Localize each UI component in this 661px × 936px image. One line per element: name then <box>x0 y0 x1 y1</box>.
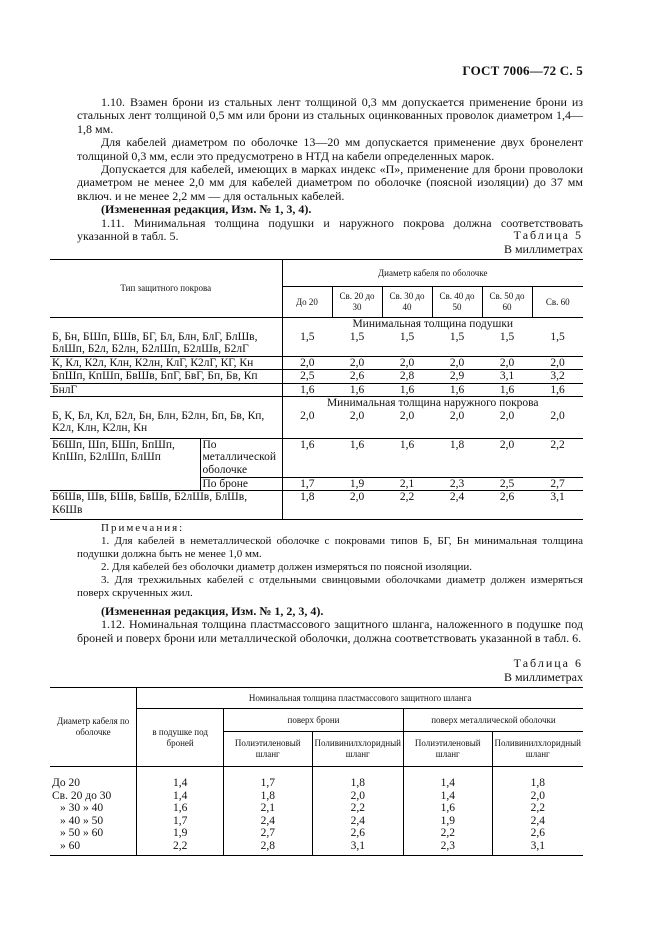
edit-note: (Измененная редакция, Изм. № 1, 2, 3, 4). <box>101 604 324 618</box>
t6-head-pvc: Поливинилхлоридный шланг <box>312 732 403 767</box>
t5-cell: 2,0 <box>349 356 365 369</box>
t6-cell: 1,7 <box>224 767 313 790</box>
paragraph: 1.11. Минимальная толщина подушки и наружного покрова должна соответствовать указанной в табл. 5. <box>77 215 583 244</box>
t6-cell: 2,0 <box>492 790 583 803</box>
t5-cell: 1,8 <box>282 491 332 520</box>
t5-section2: Минимальная толщина наружного покрова <box>282 397 583 410</box>
t6-row-diam: » 60 <box>60 839 81 852</box>
t6-cell: 2,4 <box>312 815 403 828</box>
t6-head-metal: поверх металлической оболочки <box>403 709 583 732</box>
table5-caption <box>77 228 583 256</box>
t6-row-diam: » 50 » 60 <box>60 827 104 839</box>
t5-cell: 2,0 <box>449 409 465 422</box>
table6-title: Таблица 6 <box>513 656 583 670</box>
t5-cell: 2,5 <box>282 370 332 384</box>
t5-cell: 2,6 <box>499 491 515 503</box>
note-item: 1. Для кабелей в неметаллической оболочке с покровами типов Б, БГ, Бн минимальная толщина подушки должна быть не менее 1,0 мм. <box>77 535 583 560</box>
page-header: ГОСТ 7006—72 С. 5 <box>462 63 583 78</box>
table5-title: Таблица 5 <box>513 228 583 242</box>
t6-cell: 1,4 <box>403 790 492 803</box>
t5-cell: 2,1 <box>399 477 415 490</box>
t6-cell: 2,0 <box>312 790 403 803</box>
t5-cell: 1,7 <box>282 477 332 491</box>
t5-cell: 1,5 <box>399 330 415 343</box>
t6-cell: 2,1 <box>224 802 313 815</box>
t5-cell: 2,9 <box>449 370 465 382</box>
t6-row-diam: » 40 » 50 <box>60 814 104 827</box>
t5-cell: 1,6 <box>550 383 565 396</box>
t6-cell: 2,2 <box>137 840 224 856</box>
paragraph: Для кабелей диаметром по оболочке 13—20 мм допускается применение двух бронелент толщиной 0,3 мм, если это предусмотрено в НТД на кабели определенных марок. <box>77 135 583 163</box>
t6-head-armor: поверх брони <box>224 709 404 732</box>
t5-cell: 1,6 <box>282 438 332 477</box>
t6-cell: 2,2 <box>492 802 583 815</box>
table5 <box>50 259 583 520</box>
t6-cell: 1,8 <box>224 790 313 803</box>
t6-cell: 1,6 <box>137 802 224 815</box>
t5-cell: 2,0 <box>449 356 465 369</box>
t5-subrow-name: По броне <box>200 477 282 491</box>
t5-cell: 2,0 <box>282 410 332 439</box>
t5-col: Св. 40 до 50 <box>432 287 482 318</box>
t5-head-diam: Диаметр кабеля по оболочке <box>282 260 583 287</box>
t6-cell: 3,1 <box>312 840 403 856</box>
paragraph: 1.10. Взамен брони из стальных лент толщиной 0,3 мм допускается применение брони из стальных лент толщиной 0,5 мм или брони из стальных оцинкованных проволок диаметром 1,4—1,8 мм. <box>77 95 583 136</box>
t6-cell: 1,7 <box>137 815 224 828</box>
t5-cell: 1,5 <box>349 330 365 343</box>
t6-cell: 2,4 <box>224 815 313 828</box>
t5-cell: 1,5 <box>550 330 565 343</box>
t5-cell: 1,6 <box>399 383 415 396</box>
t5-col: До 20 <box>282 287 332 318</box>
t5-cell: 2,0 <box>349 409 365 422</box>
t5-cell: 3,1 <box>499 370 515 382</box>
t5-row-name: Б, К, Бл, Кл, Б2л, Бн, Блн, Б2лн, Бп, Бв, Кп, К2л, Клн, К2лн, Кн <box>52 409 265 434</box>
t5-cell: 2,0 <box>499 409 515 422</box>
t5-col: Св. 20 до 30 <box>332 287 382 318</box>
t6-cell: 3,1 <box>492 840 583 856</box>
paragraph: Допускается для кабелей, имеющих в марках индекс «П», применение для брони проволоки диаметром не менее 2,0 мм для кабелей диаметром по оболочке (поясной изоляции) до 37 мм включ. и не менее 2,2 мм — для остальных кабелей. <box>77 162 583 203</box>
t6-row-diam: До 20 <box>52 777 80 789</box>
t5-row-name: К, Кл, К2л, Клн, К2лн, КлГ, К2лГ, КГ, Кн <box>52 356 254 369</box>
t5-cell: 1,6 <box>349 383 365 396</box>
t5-cell: 1,6 <box>349 438 365 451</box>
t6-cell: 2,2 <box>403 827 492 840</box>
t5-cell: 1,9 <box>349 477 365 490</box>
t5-cell: 2,0 <box>349 491 365 503</box>
t6-cell: 1,9 <box>137 827 224 840</box>
t5-cell: 1,6 <box>282 383 332 397</box>
table6-caption <box>77 656 583 684</box>
t5-cell: 3,1 <box>550 491 565 503</box>
t5-cell: 2,0 <box>550 409 565 422</box>
section-1-10 <box>77 96 583 243</box>
table5-units: В миллиметрах <box>503 242 583 256</box>
t5-cell: 1,6 <box>399 438 415 451</box>
t5-col: Св. 60 <box>532 287 583 318</box>
notes-title: Примечания: <box>101 522 185 534</box>
t5-col: Св. 50 до 60 <box>482 287 532 318</box>
t5-cell: 2,4 <box>449 491 465 503</box>
t6-cell: 2,4 <box>492 815 583 828</box>
t5-cell: 2,6 <box>349 370 365 382</box>
note-item: 2. Для кабелей без оболочки диаметр должен измеряться по поясной изоляции. <box>101 561 473 573</box>
t6-row-diam: » 30 » 40 <box>60 802 104 814</box>
edit-note: (Измененная редакция, Изм. № 1, 3, 4). <box>101 202 312 217</box>
t5-cell: 1,6 <box>449 383 465 396</box>
t6-cell: 1,4 <box>137 767 224 790</box>
t5-cell: 2,7 <box>550 477 565 490</box>
t6-head-pe: Полиэтиленовый шланг <box>403 732 492 767</box>
t5-cell: 2,0 <box>399 409 415 422</box>
t6-cell: 2,7 <box>224 827 313 840</box>
t5-row-name: Б, Бн, БШп, БШв, БГ, Бл, Блн, БлГ, БлШв, БлШп, Б2л, Б2лн, Б2лШп, Б2лШв, Б2лГ <box>52 330 258 355</box>
table6 <box>50 687 583 856</box>
t6-head-pvc: Поливинилхлоридный шланг <box>492 732 583 767</box>
t5-cell: 1,5 <box>499 330 515 343</box>
t6-row-diam: Св. 20 до 30 <box>52 789 112 802</box>
t5-cell: 1,5 <box>449 330 465 343</box>
t6-cell: 1,9 <box>403 815 492 828</box>
t5-cell: 2,0 <box>282 356 332 370</box>
t5-row-name: Б6Шв, Шв, БШв, БвШв, Б2лШв, БлШв, К6Шв <box>52 491 248 516</box>
t6-head-pe: Полиэтиленовый шланг <box>224 732 313 767</box>
t6-head-diam: Диаметр кабеля по оболочке <box>50 688 137 767</box>
t6-cell: 1,8 <box>312 767 403 790</box>
t6-cell: 1,6 <box>403 802 492 815</box>
t5-cell: 2,0 <box>550 356 565 369</box>
t5-row-name: Б6Шп, Шп, БШп, БпШп, КпШп, Б2лШп, БлШп <box>52 438 175 463</box>
t5-cell: 2,2 <box>550 438 565 451</box>
t5-cell: 2,8 <box>399 370 415 382</box>
t5-cell: 2,0 <box>499 356 515 369</box>
t6-cell: 1,8 <box>492 767 583 790</box>
t6-cell: 2,8 <box>224 840 313 856</box>
table5-notes <box>77 522 583 600</box>
t6-head-main: Номинальная толщина пластмассового защитного шланга <box>137 688 583 709</box>
t5-cell: 2,2 <box>399 491 415 503</box>
t6-cell: 2,3 <box>403 840 492 856</box>
note-item: 3. Для трехжильных кабелей с отдельными свинцовыми оболочками диаметр должен измеряться поверх скрученных жил. <box>77 574 583 599</box>
t6-cell: 2,2 <box>312 802 403 815</box>
section-1-12 <box>77 605 583 645</box>
t6-cell: 2,6 <box>492 827 583 840</box>
t5-cell: 1,5 <box>282 331 332 357</box>
t5-row-name: БпШп, КпШп, БвШв, БпГ, БвГ, Бп, Бв, Кп <box>52 370 258 382</box>
t6-cell: 2,6 <box>312 827 403 840</box>
t5-cell: 3,2 <box>550 370 565 382</box>
t5-cell: 2,0 <box>499 438 515 451</box>
t5-head-type: Тип защитного покрова <box>50 260 282 318</box>
t5-cell: 1,8 <box>449 438 465 451</box>
table6-units: В миллиметрах <box>503 670 583 684</box>
t6-cell: 1,4 <box>137 790 224 803</box>
paragraph: 1.12. Номинальная толщина пластмассового защитного шланга, наложенного в подушке под броней и поверх брони или металлической оболочки, должна соответствовать указанной в табл. 6. <box>77 617 583 645</box>
t5-cell: 2,3 <box>449 477 465 490</box>
t6-head-pod: в подушке под броней <box>137 709 224 767</box>
t5-cell: 2,5 <box>499 477 515 490</box>
t5-cell: 1,6 <box>499 383 515 396</box>
t5-subrow-name: По металлической оболочке <box>200 438 282 477</box>
t6-cell: 1,4 <box>403 767 492 790</box>
t5-section1: Минимальная толщина подушки <box>282 318 583 331</box>
t5-col: Св. 30 до 40 <box>382 287 432 318</box>
t5-row-name: БнлГ <box>52 383 78 396</box>
t5-cell: 2,0 <box>399 356 415 369</box>
